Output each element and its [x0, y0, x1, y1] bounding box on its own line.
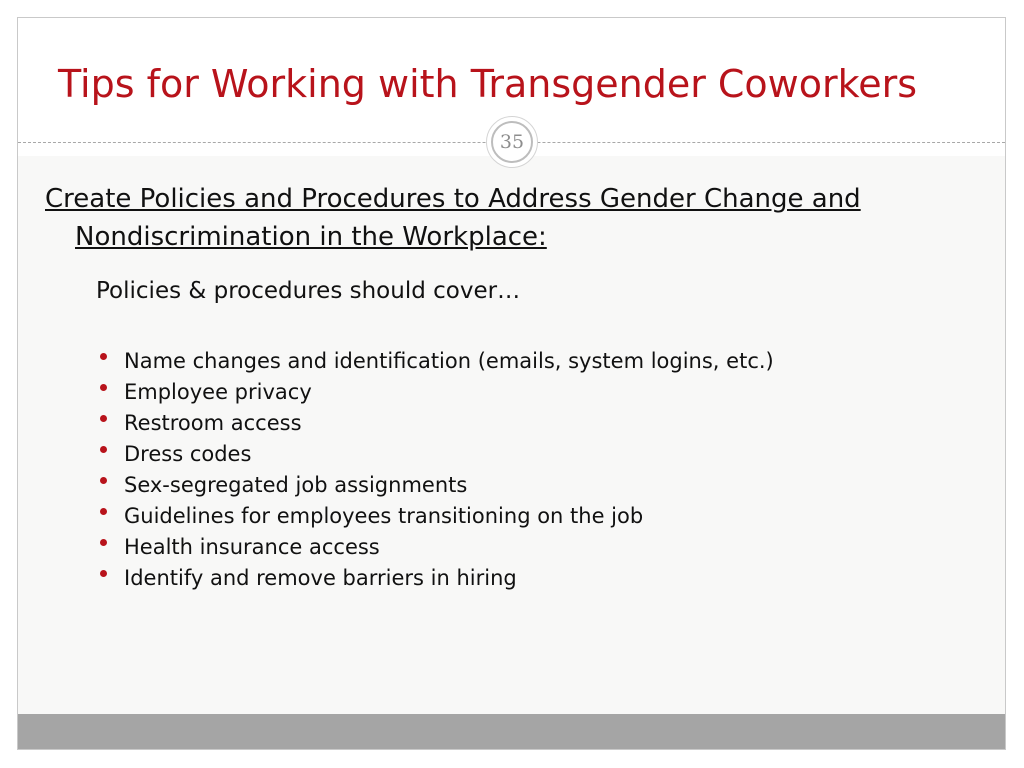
bullet-text: Sex-segregated job assignments [124, 472, 468, 497]
bullet-icon [100, 446, 107, 453]
bullet-icon [100, 415, 107, 422]
bullet-text: Restroom access [124, 410, 302, 435]
bullet-item [96, 376, 774, 407]
bullet-text: Identify and remove barriers in hiring [124, 565, 517, 590]
bullet-text: Dress codes [124, 441, 252, 466]
bullet-icon [100, 353, 107, 360]
bullet-text: Employee privacy [124, 379, 312, 404]
bullet-item [96, 345, 774, 376]
bullet-text: Guidelines for employees transitioning on the job [124, 503, 644, 528]
bullet-text: Name changes and identification (emails, system logins, etc.) [124, 348, 774, 373]
section-heading: Create Policies and Procedures to Address Gender Change and Nondiscrimination in the Workplace: [45, 184, 861, 252]
bullet-text: Health insurance access [124, 534, 380, 559]
bullet-item [96, 469, 774, 500]
bullet-icon [100, 539, 107, 546]
bullet-item [96, 531, 774, 562]
bullet-icon [100, 570, 107, 577]
bullet-icon [100, 384, 107, 391]
bullet-item [96, 438, 774, 469]
bullet-item [96, 500, 774, 531]
slide-title: Tips for Working with Transgender Coworkers [58, 62, 918, 106]
slide-number: 35 [491, 121, 533, 163]
slide [17, 17, 1006, 750]
intro-text: Policies & procedures should cover… [96, 278, 521, 304]
bullet-icon [100, 477, 107, 484]
bullet-item [96, 562, 774, 593]
bullet-list [96, 345, 774, 593]
footer-bar [18, 714, 1005, 749]
bullet-item [96, 407, 774, 438]
slide-number-badge [486, 116, 538, 168]
bullet-icon [100, 508, 107, 515]
